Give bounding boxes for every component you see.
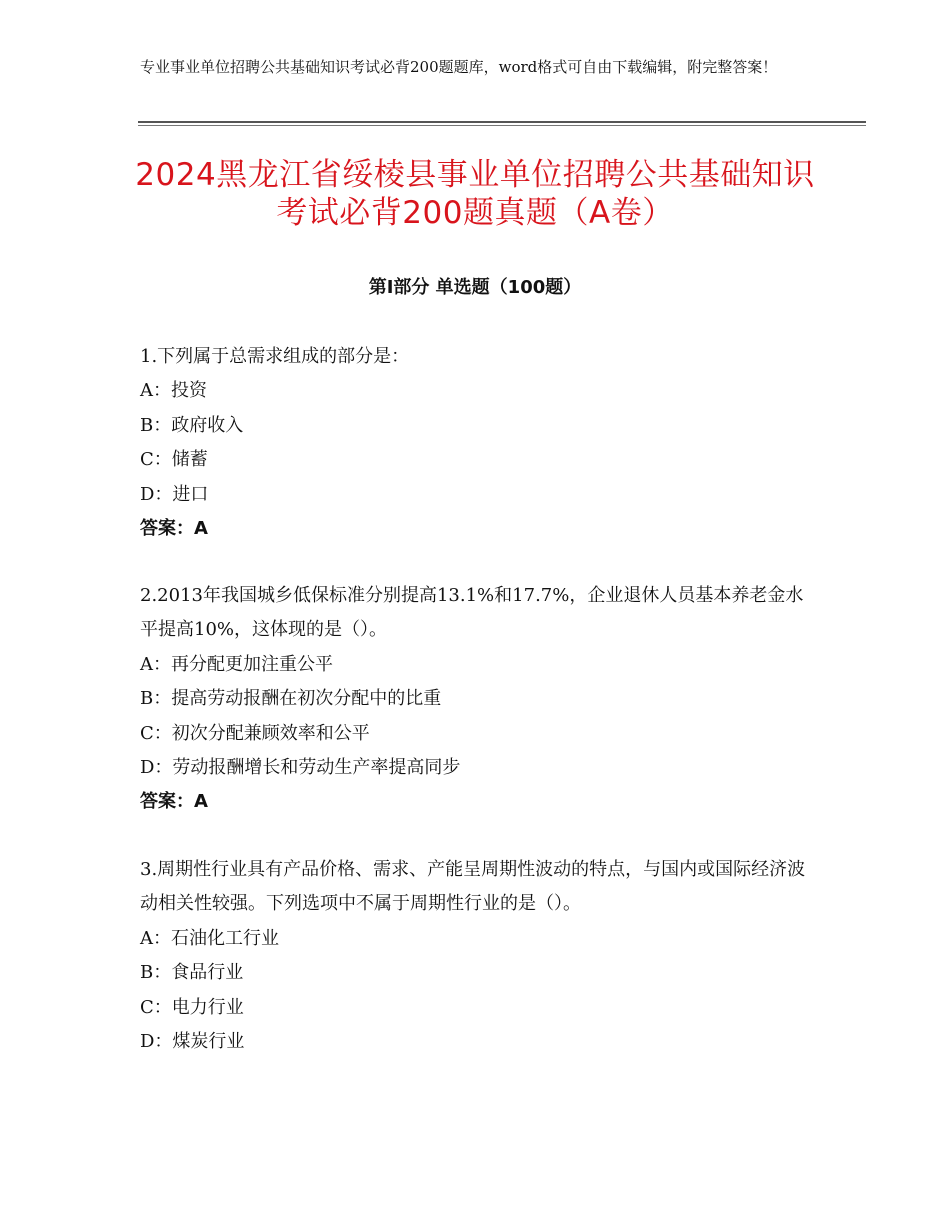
header-note: 专业事业单位招聘公共基础知识考试必背200题题库，word格式可自由下载编辑，附完整答案！ bbox=[140, 58, 778, 76]
question-text: 1.下列属于总需求组成的部分是： bbox=[140, 346, 410, 367]
option-c: C：电力行业 bbox=[140, 996, 244, 1018]
option-b: B：提高劳动报酬在初次分配中的比重 bbox=[140, 688, 442, 710]
question-3 bbox=[140, 853, 810, 1059]
option-d: D：进口 bbox=[140, 483, 209, 505]
question-text: 2.2013年我国城乡低保标准分别提高13.1%和17.7%，企业退休人员基本养老金水平提高10%，这体现的是（）。 bbox=[140, 585, 804, 641]
option-a: A：石油化工行业 bbox=[140, 927, 279, 949]
option-a: A：再分配更加注重公平 bbox=[140, 653, 333, 675]
option-b: B：政府收入 bbox=[140, 414, 244, 436]
option-b: B：食品行业 bbox=[140, 962, 244, 984]
question-text: 3.周期性行业具有产品价格、需求、产能呈周期性波动的特点，与国内或国际经济波动相关性较强。下列选项中不属于周期性行业的是（）。 bbox=[140, 859, 806, 915]
option-c: C：储蓄 bbox=[140, 449, 208, 471]
question-1 bbox=[140, 340, 810, 546]
document-title: 2024黑龙江省绥棱县事业单位招聘公共基础知识考试必背200题真题（A卷） bbox=[135, 157, 815, 231]
option-c: C：初次分配兼顾效率和公平 bbox=[140, 722, 370, 744]
header-divider bbox=[138, 121, 866, 123]
header-divider-thin bbox=[138, 125, 866, 126]
question-2 bbox=[140, 579, 810, 820]
option-a: A：投资 bbox=[140, 380, 207, 402]
option-d: D：劳动报酬增长和劳动生产率提高同步 bbox=[140, 756, 461, 778]
answer: 答案：A bbox=[140, 517, 208, 539]
answer: 答案：A bbox=[140, 791, 208, 813]
section-heading: 第Ⅰ部分 单选题（100题） bbox=[368, 277, 582, 298]
option-d: D：煤炭行业 bbox=[140, 1030, 245, 1052]
